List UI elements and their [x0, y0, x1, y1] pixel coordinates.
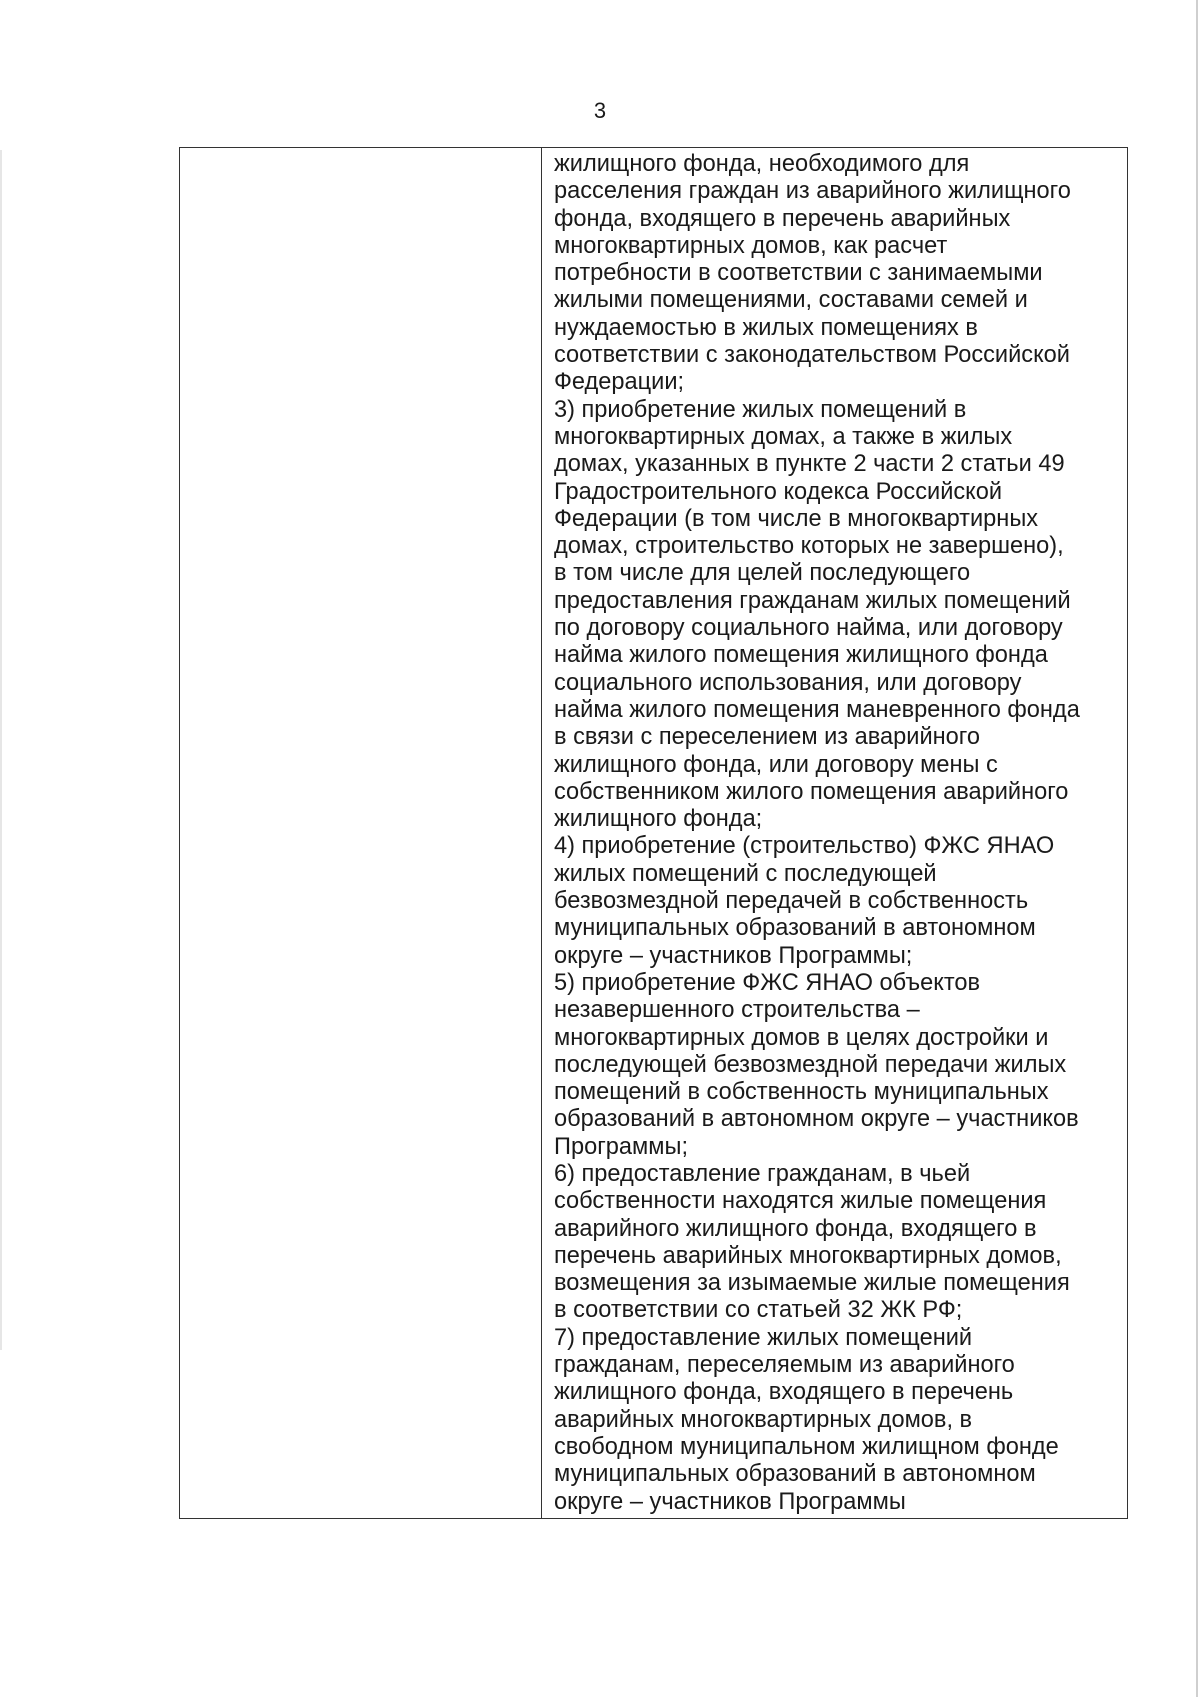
text-line: помещений в собственность муниципальных [554, 1079, 1049, 1106]
text-line: найма жилого помещения маневренного фонда [554, 696, 1080, 723]
text-paragraph [554, 833, 1121, 969]
text-line: Федерации (в том числе в многоквартирных [554, 505, 1039, 532]
text-line: муниципальных образований в автономном [554, 915, 1036, 942]
text-line: жилищного фонда, необходимого для [554, 151, 970, 177]
text-line: последующей безвозмездной передачи жилых [554, 1051, 1067, 1078]
scan-edge-right [1196, 0, 1198, 1697]
text-line: многоквартирных домов в целях достройки и [554, 1024, 1049, 1051]
text-line: образований в автономном округе – участников [554, 1106, 1079, 1133]
text-line: в связи с переселением из аварийного [554, 724, 981, 751]
text-line: свободном муниципальном жилищном фонде [554, 1433, 1059, 1460]
text-line: нуждаемостью в жилых помещениях в [554, 314, 978, 341]
text-paragraph [554, 970, 1121, 1161]
text-line: в соответствии со статьей 32 ЖК РФ; [554, 1297, 963, 1324]
text-line: Программы; [554, 1133, 689, 1160]
text-line: домах, указанных в пункте 2 части 2 статьи 49 [554, 451, 1065, 478]
scan-edge-left [0, 150, 2, 1350]
text-paragraph [554, 397, 1121, 834]
text-line: муниципальных образований в автономном [554, 1461, 1036, 1488]
text-line: предоставления гражданам жилых помещений [554, 587, 1071, 614]
text-line: жилищного фонда; [554, 806, 763, 833]
text-line: соответствии с законодательством Российской [554, 342, 1070, 369]
text-paragraph [554, 151, 1121, 397]
text-line: жилищного фонда, входящего в перечень [554, 1379, 1014, 1406]
text-line: жилищного фонда, или договору мены с [554, 751, 998, 778]
text-line: Градостроительного кодекса Российской [554, 478, 1003, 505]
text-line: фонда, входящего в перечень аварийных [554, 205, 1011, 232]
document-table [179, 147, 1128, 1519]
text-line: аварийных многоквартирных домов, в [554, 1406, 973, 1433]
text-line: округе – участников Программы [554, 1488, 906, 1515]
text-paragraph [554, 1325, 1121, 1516]
text-line: многоквартирных домах, а также в жилых [554, 423, 1013, 450]
text-line: 4) приобретение (строительство) ФЖС ЯНАО [554, 833, 1055, 860]
text-line: по договору социального найма, или договору [554, 615, 1063, 642]
text-line: безвозмездной передачей в собственность [554, 888, 1029, 915]
text-line: в том числе для целей последующего [554, 560, 971, 587]
text-line: Федерации; [554, 369, 685, 396]
text-line: социального использования, или договору [554, 669, 1022, 696]
text-line: найма жилого помещения жилищного фонда [554, 642, 1048, 669]
table-left-cell [180, 148, 542, 1518]
text-line: 5) приобретение ФЖС ЯНАО объектов [554, 969, 981, 996]
text-line: гражданам, переселяемым из аварийного [554, 1352, 1015, 1379]
text-line: 7) предоставление жилых помещений [554, 1324, 973, 1351]
text-line: аварийного жилищного фонда, входящего в [554, 1215, 1037, 1242]
text-line: собственности находятся жилые помещения [554, 1188, 1047, 1215]
text-paragraph [554, 1161, 1121, 1325]
text-line: 6) предоставление гражданам, в чьей [554, 1160, 971, 1187]
text-line: собственником жилого помещения аварийного [554, 778, 1069, 805]
text-line: многоквартирных домов, как расчет [554, 232, 948, 259]
text-line: жилыми помещениями, составами семей и [554, 287, 1028, 314]
text-line: возмещения за изымаемые жилые помещения [554, 1270, 1070, 1297]
text-line: перечень аварийных многоквартирных домов, [554, 1242, 1062, 1269]
text-line: жилых помещений с последующей [554, 860, 937, 887]
text-line: 3) приобретение жилых помещений в [554, 396, 967, 423]
text-line: расселения граждан из аварийного жилищного [554, 178, 1071, 205]
text-line: домах, строительство которых не завершено), [554, 533, 1064, 560]
table-right-cell [542, 148, 1127, 1518]
page-number: 3 [593, 98, 607, 123]
text-line: округе – участников Программы; [554, 942, 913, 969]
text-line: потребности в соответствии с занимаемыми [554, 260, 1043, 287]
text-line: незавершенного строительства – [554, 997, 920, 1024]
